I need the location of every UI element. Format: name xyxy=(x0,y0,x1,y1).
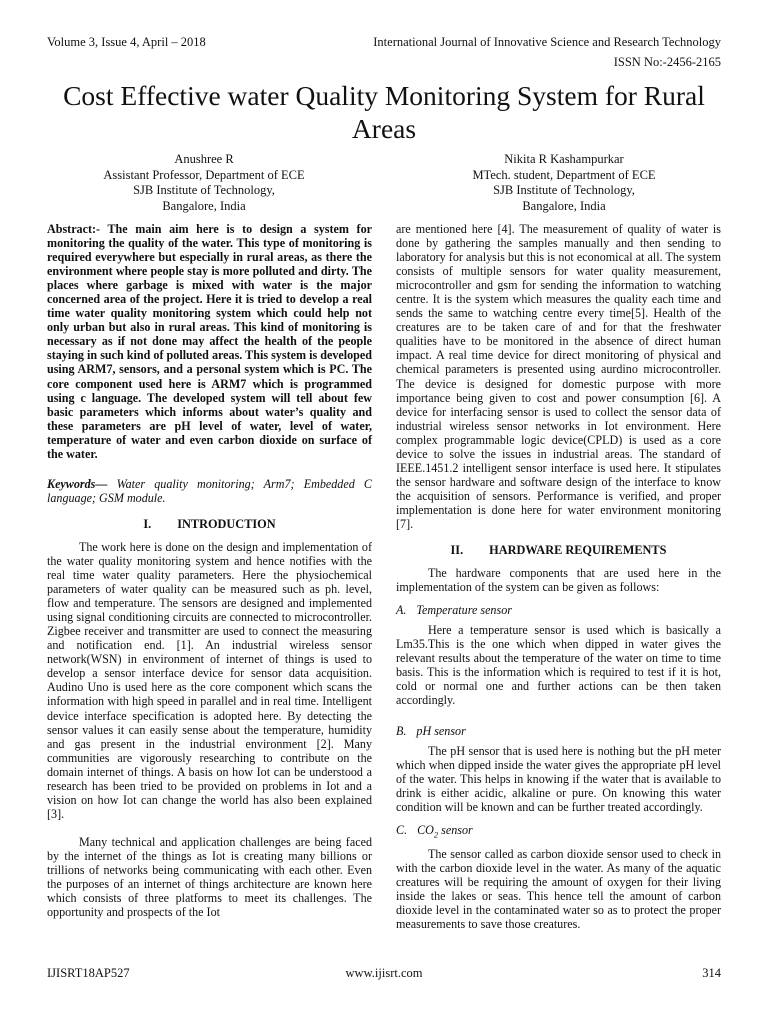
author-block xyxy=(54,152,354,214)
ph-paragraph: The pH sensor that is used here is nothing but the pH meter which when dipped inside the water gives the appropriate pH level of the water. This helps in knowing if the water that is available to drink is either acidic, alkaline or pure. On knowing this water condition will be known and can be further treated accordingly. xyxy=(396,743,721,814)
intro-paragraph-3: are mentioned here [4]. The measurement of quality of water is done by gathering the samples manually and then sending to laboratory for analysis but this is not economical at all. The system consists of multiple sensors for water quality measurement, microcontroller and gsm for sending the information to watching centre. It is the system which measures the quality each time and sends the same to watching centre every time[5]. Health of the creatures are to be taken care of and for that the freshwater qualities have to be monitored in the absence of direct human impact. A real time device for direct monitoring of physical and chemical parameters is presented using aurdino microcontroller. The device is designed for domestic purpose with more importance being given to cost and power consumption [6]. A device for interfacing sensor is used to collect the sensor data of industrial wireless sensor networks in Iot environment. Here complex programmable logic device(CPLD) is used as a core device to solve the issues in industrial areas. The standard of IEEE.1451.2 intelligent sensor interface is used here. It stipulates the sensor hardware and software design of the interface to know the acquisition of sensors. Performance is verified, and proper implementation is done here for water environment monitoring [7]. xyxy=(396,222,721,531)
author-city: Bangalore, India xyxy=(522,198,606,213)
section-number: I. xyxy=(143,516,152,531)
hardware-intro: The hardware components that are used here in the implementation of the system can be given as follows: xyxy=(396,566,721,595)
keywords-label: Keywords— xyxy=(47,476,108,491)
co2-paragraph: The sensor called as carbon dioxide sensor used to check in with the carbon dioxide level in the water. As many of the aquatic creatures will be requiring the amount of oxygen for their living inside the lakes or seas. This hence tell the amount of carbon dioxide level in the contaminated water so as to protect the proper measurements to save those creatures. xyxy=(396,847,721,932)
volume-info: Volume 3, Issue 4, April – 2018 xyxy=(47,35,206,49)
author-block xyxy=(414,152,714,214)
subsection-heading-co2 xyxy=(396,823,721,841)
subsection-heading-temperature xyxy=(396,603,721,617)
section-title: HARDWARE REQUIREMENTS xyxy=(489,543,667,558)
subsection-letter: A. xyxy=(396,603,407,618)
section-heading-hardware xyxy=(396,543,721,557)
author-institute: SJB Institute of Technology, xyxy=(493,183,635,197)
author-institute: SJB Institute of Technology, xyxy=(133,183,275,197)
section-heading-introduction xyxy=(47,517,372,531)
keywords-text: Water quality monitoring; Arm7; Embedded C language; GSM module. xyxy=(47,476,372,505)
author-name: Nikita R Kashampurkar xyxy=(504,152,624,166)
author-city: Bangalore, India xyxy=(162,198,246,213)
author-role: MTech. student, Department of ECE xyxy=(472,167,656,182)
abstract: Abstract:- The main aim here is to design a system for monitoring the quality of the water. This type of monitoring is required everywhere but especially in rural areas, as there the environment where people stay is more polluted and dirty. The places where garbage is mixed with water is the major concerned area of the project. Here it is tried to develop a real time water quality monitoring system which could help not only urban but also in rural areas. This kind of monitoring is necessary as if not done may affect the health of the people staying in such kind of polluted areas. This system is developed using ARM7, sensors, and a personal system which is PC. The core component used here is ARM7 which is programmed using c language. The developed system will tell about few basic parameters which informs about water’s quality and these parameters are pH level of water, level of water, temperature of water and even carbon dioxide on surface of the water. xyxy=(47,222,372,461)
section-number: II. xyxy=(450,543,464,558)
subsection-title: $CO_2$ sensor xyxy=(417,822,473,840)
intro-paragraph-1: The work here is done on the design and implementation of the water quality monitoring system and hence notifies with the real time water quality parameters. Here the physiochemical parameters of water quality can be measured such as ph. level, flow and temperature. The sensors are designed and implemented using signal conditioning circuits are connected to microcontroller. Zigbee receiver and transmitter are used to connect the measuring and notification end. [1]. An industrial wireless sensor network(WSN) in environment of internet of things is used to develop a sensor interface device for sensor data acquisition. Audino Uno is used here as the core component which scans the information with high speed in parallel and in real time. Intelligent device interface specification is adopted here. By detecting the sensor values it can easily sense about the temperature, humidity and gas present in the industrial environment [2]. Many communities are vigorously researching to contribute on the domain internet of things. A basis on how Iot can be understood a research has been tried to be provided on problems in Iot and a vision on how Iot can change the world has also been explained [3]. xyxy=(47,539,372,821)
subsection-title: Temperature sensor xyxy=(416,603,512,618)
temperature-paragraph: Here a temperature sensor is used which is basically a Lm35.This is the one which when dipped in water gives the relevant results about the temperature of the water on time to time basis. This is the information which is required to test if it is hot, cold or normal one and further actions can be then taken accordingly. xyxy=(396,623,721,708)
subsection-heading-ph xyxy=(396,724,721,738)
author-name: Anushree R xyxy=(174,152,234,166)
section-title: INTRODUCTION xyxy=(177,516,276,531)
journal-name: International Journal of Innovative Science and Research Technology xyxy=(373,35,721,49)
journal-website: www.ijisrt.com xyxy=(345,966,423,980)
subsection-title: pH sensor xyxy=(416,723,466,738)
keywords xyxy=(47,477,372,505)
subsection-letter: B. xyxy=(396,723,407,738)
intro-paragraph-2: Many technical and application challenges are being faced by the internet of the things as Iot is creating many billions or trillions of networks being communicating with each other. Even the purposes of an internet of things architecture are known here which consists of three platforms to meet its challenges. The opportunity and prospects of the Iot xyxy=(47,834,372,920)
right-column xyxy=(396,222,721,932)
issn: ISSN No:-2456-2165 xyxy=(613,55,721,69)
subsection-letter: C. xyxy=(396,822,408,837)
author-role: Assistant Professor, Department of ECE xyxy=(103,167,305,182)
paper-title: Cost Effective water Quality Monitoring System for Rural Areas xyxy=(63,80,705,144)
paper-id: IJISRT18AP527 xyxy=(47,966,130,980)
page-number: 314 xyxy=(702,966,721,980)
left-column xyxy=(47,222,372,919)
